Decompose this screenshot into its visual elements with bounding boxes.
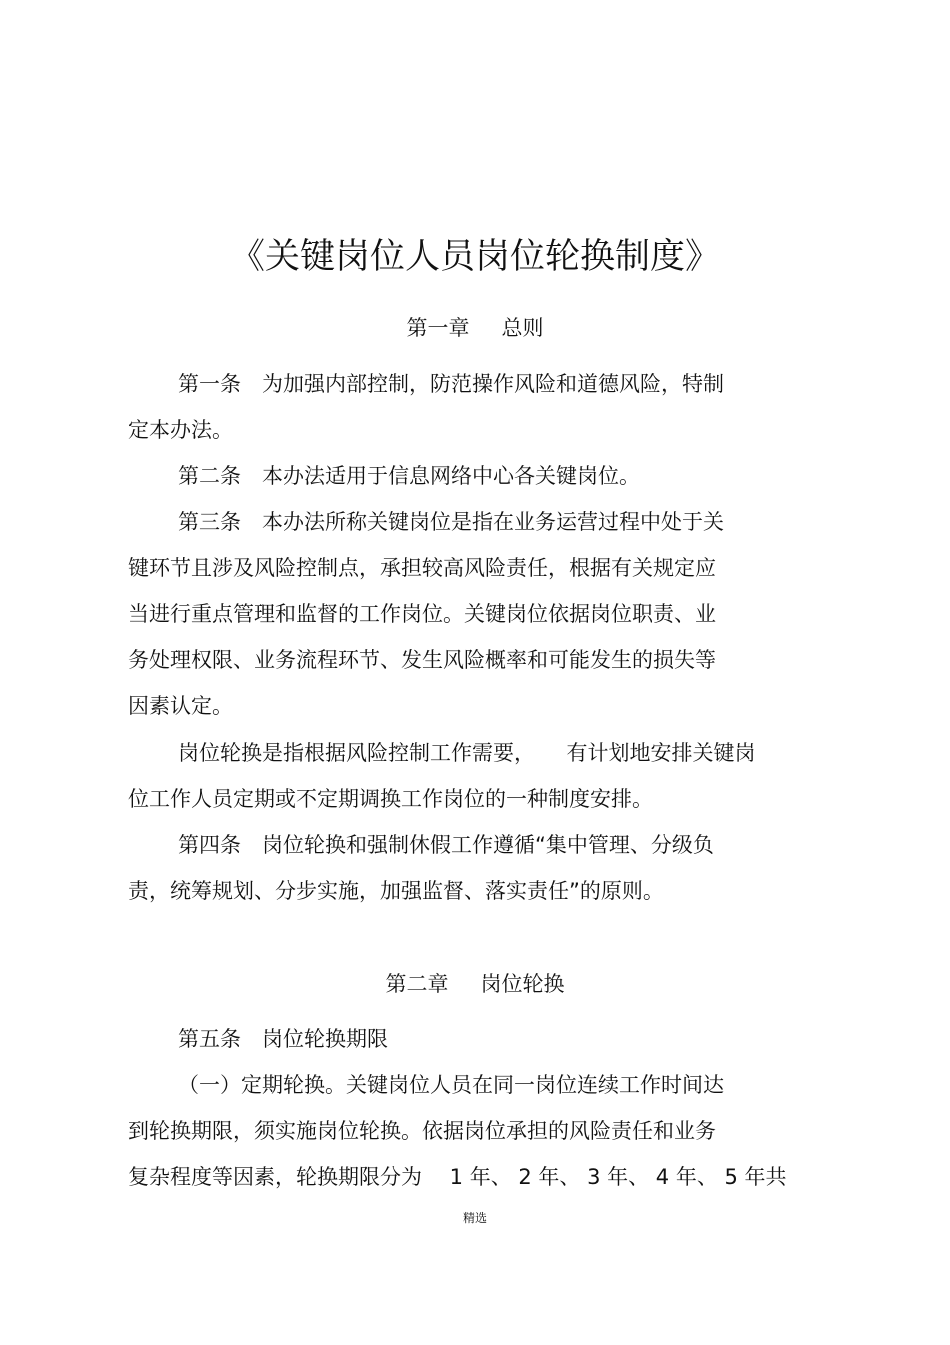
chapter-2-number: 第二章 bbox=[385, 972, 449, 996]
article-1-line-2: 定本办法。 bbox=[128, 418, 233, 442]
rotation-definition-line-1: 岗位轮换是指根据风险控制工作需要， 有计划地安排关键岗 bbox=[178, 741, 756, 765]
document-title: 《关键岗位人员岗位轮换制度》 bbox=[229, 237, 720, 277]
chapter-2-heading bbox=[0, 969, 950, 999]
article-2-line: 第二条 本办法适用于信息网络中心各关键岗位。 bbox=[178, 464, 640, 488]
article-5-item-1-line-3: 复杂程度等因素，轮换期限分为 1 年、 2 年、 3 年、 4 年、 5 年共 bbox=[128, 1165, 787, 1189]
article-5-heading: 第五条 岗位轮换期限 bbox=[178, 1027, 388, 1051]
chapter-2-name: 岗位轮换 bbox=[480, 972, 565, 996]
page-footer: 精选 bbox=[462, 1211, 487, 1225]
chapter-1-number: 第一章 bbox=[406, 316, 470, 340]
article-1-line-1: 第一条 为加强内部控制，防范操作风险和道德风险，特制 bbox=[178, 372, 724, 396]
rotation-definition-line-2: 位工作人员定期或不定期调换工作岗位的一种制度安排。 bbox=[128, 787, 653, 811]
article-5-item-1-line-2: 到轮换期限，须实施岗位轮换。依据岗位承担的风险责任和业务 bbox=[128, 1119, 716, 1143]
chapter-1-name: 总则 bbox=[501, 316, 544, 340]
article-3-line-4: 务处理权限、业务流程环节、发生风险概率和可能发生的损失等 bbox=[128, 648, 716, 672]
article-3-line-2: 键环节且涉及风险控制点，承担较高风险责任，根据有关规定应 bbox=[128, 556, 716, 580]
article-4-line-1: 第四条 岗位轮换和强制休假工作遵循“集中管理、分级负 bbox=[178, 833, 714, 857]
article-4-line-2: 责，统筹规划、分步实施，加强监督、落实责任”的原则。 bbox=[128, 879, 664, 903]
article-3-line-5: 因素认定。 bbox=[128, 694, 233, 718]
article-5-item-1-line-1: （一）定期轮换。关键岗位人员在同一岗位连续工作时间达 bbox=[178, 1073, 724, 1097]
article-3-line-1: 第三条 本办法所称关键岗位是指在业务运营过程中处于关 bbox=[178, 510, 724, 534]
chapter-1-heading bbox=[0, 313, 950, 343]
article-3-line-3: 当进行重点管理和监督的工作岗位。关键岗位依据岗位职责、业 bbox=[128, 602, 716, 626]
